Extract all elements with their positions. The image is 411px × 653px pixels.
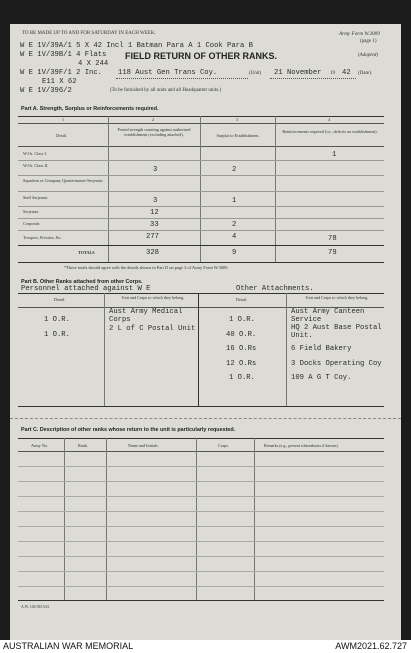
row-detail: W.Os. Class II. [23, 163, 49, 168]
part-c-bottom-rule [18, 600, 384, 601]
part-b-header-unit-left: Unit and Corps to which they belong. [121, 295, 185, 300]
part-c-divider-2 [106, 438, 107, 600]
archive-accession: AWM2021.62.727 [335, 641, 407, 651]
row-rule [18, 160, 384, 161]
col-number-2: 2 [152, 117, 155, 122]
right-row-detail: 16 O.Rs [226, 345, 257, 353]
archive-footer [0, 640, 411, 653]
row-rule [18, 206, 384, 207]
printer-mark: A.W. 104 5M 5/41 [21, 605, 50, 609]
archive-name: AUSTRALIAN WAR MEMORIAL [3, 641, 134, 651]
right-row-detail: 1 O.R. [229, 374, 255, 382]
part-a-footnote: *These totals should agree with the details shown in Part D on page 3 of Army Form W.3009. [64, 265, 229, 270]
adapted-note: (Adapted) [358, 53, 378, 58]
part-c-header-rank: Rank. [78, 443, 88, 448]
typed-line-6: W E 1V/396/2 [20, 87, 72, 95]
part-c-row-rule [18, 586, 384, 587]
typed-line-1: W E 1V/39A/1 5 X 42 Incl 1 Batman Para A 1 Cook Para B [20, 42, 253, 50]
header-instruction: TO BE MADE UP TO AND FOR SATURDAY IN EACH WEEK. [22, 31, 156, 36]
totals-rule [18, 245, 384, 246]
part-a-header-detail: Detail. [56, 133, 68, 138]
part-c-row-rule [18, 556, 384, 557]
page-number: (page 1) [360, 39, 377, 44]
part-b-header-detail-right: Detail. [236, 297, 248, 302]
return-year: 42 [342, 69, 351, 77]
part-b-divider-3 [286, 293, 287, 406]
right-row-unit: 6 Field Bakery [291, 345, 352, 353]
part-b-header-detail-left: Detail. [54, 297, 66, 302]
row-posted: 3 [153, 197, 158, 205]
part-b-divider-1 [104, 293, 105, 406]
row-rule [18, 191, 384, 192]
unit-label: (Unit) [249, 71, 262, 76]
part-c-header-rule [18, 451, 384, 452]
left-row-detail: 1 O.R. [44, 316, 70, 324]
right-row-detail: 1 O.R. [229, 316, 255, 324]
row-detail: Troopers, Privates, &c. [23, 235, 62, 240]
part-a-header-reinforcements: Reinforcements required (i.e., deficits on establishment). [282, 129, 378, 134]
return-date: 21 November [274, 69, 322, 77]
part-b-bottom-rule [18, 406, 384, 407]
row-posted: 3 [153, 166, 158, 174]
row-surplus: 4 [232, 233, 237, 241]
part-c-row-rule [18, 496, 384, 497]
left-row-unit: Aust Army Medical Corps [109, 308, 183, 324]
part-a-col-divider-2 [200, 116, 201, 263]
typed-line-5: E11 X 62 [42, 78, 77, 86]
part-c-top-rule [18, 438, 384, 439]
row-surplus: 1 [232, 197, 237, 205]
row-reinf: 1 [332, 151, 337, 159]
part-b-heading: Part B. Other Ranks attached from other Corps. [21, 279, 143, 285]
part-a-header-posted: Posted strength counting against authorized establishment (excluding attached). [117, 127, 191, 137]
part-a-heading: Part A. Strength, Surplus or Reinforcements required. [21, 106, 159, 112]
row-posted: 12 [150, 209, 159, 217]
right-row-unit: Aust Army Canteen Service [291, 308, 365, 324]
row-rule [18, 218, 384, 219]
perforation-line [10, 418, 401, 419]
right-row-detail: 12 O.Rs [226, 360, 257, 368]
row-detail: W.Os. Class I. [23, 151, 47, 156]
part-c-row-rule [18, 466, 384, 467]
col-number-1: 1 [62, 117, 65, 122]
part-b-left-title: Personnel attached against W E [21, 285, 151, 293]
part-a-header-rule [18, 146, 384, 147]
part-c-header-army-no: Army No. [31, 443, 48, 448]
part-a-header-surplus: Surplus to Establishment. [216, 133, 260, 138]
part-c-row-rule [18, 526, 384, 527]
part-a-col-divider-3 [275, 116, 276, 263]
right-row-detail: 40 O.R. [226, 331, 257, 339]
year-prefix: 19 [330, 71, 335, 76]
unit-name: 118 Aust Gen Trans Coy. [118, 69, 218, 77]
row-detail: Serjeants [23, 209, 39, 214]
right-row-unit: HQ 2 Aust Base Postal Unit. [291, 324, 382, 340]
part-c-row-rule [18, 541, 384, 542]
row-reinf: 78 [328, 235, 337, 243]
part-b-center-divider [198, 293, 199, 406]
part-c-header-remarks: Remarks (e.g., present whereabouts if known). [264, 443, 339, 448]
part-c-heading: Part C. Description of other ranks whose return to the unit is particularly requested. [21, 427, 236, 433]
date-label: (Date). [358, 71, 373, 76]
furnished-note: (To be furnished by all units and all Headquarter units.) [110, 88, 222, 93]
right-row-unit: 3 Docks Operating Coy [291, 360, 382, 368]
row-surplus: 2 [232, 166, 237, 174]
form-number: Army Form W.3009 [339, 31, 380, 37]
row-posted: 33 [150, 221, 159, 229]
left-row-unit: 2 L of C Postal Unit [109, 325, 196, 333]
part-a-bottom-rule [18, 262, 384, 263]
part-b-top-rule [18, 293, 384, 294]
part-c-divider-1 [64, 438, 65, 600]
row-detail: Squadron or Company Quartermaster-Serjeants [23, 178, 103, 183]
typed-line-3: 4 X 244 [78, 60, 109, 68]
typed-line-2: W E 1V/39B/1 4 Flats [20, 51, 107, 59]
row-rule [18, 230, 384, 231]
totals-reinf: 79 [328, 249, 337, 257]
part-b-header-unit-right: Unit and Corps to which they belong. [305, 295, 369, 300]
totals-label: TOTALS [78, 250, 95, 255]
col-number-3: 3 [236, 117, 239, 122]
unit-dotted-line [116, 78, 248, 79]
part-b-right-title: Other Attachments. [236, 285, 314, 293]
totals-surplus: 9 [232, 249, 237, 257]
left-row-detail: 1 O.R. [44, 331, 70, 339]
typed-line-4: W E 1V/39F/1 2 Inc. [20, 69, 102, 77]
part-c-row-rule [18, 511, 384, 512]
row-surplus: 2 [232, 221, 237, 229]
part-c-row-rule [18, 481, 384, 482]
row-detail: Corporals [23, 221, 40, 226]
form-title: FIELD RETURN OF OTHER RANKS. [125, 51, 277, 61]
part-c-divider-4 [254, 438, 255, 600]
row-rule [18, 175, 384, 176]
part-a-col-divider-1 [108, 116, 109, 263]
right-row-unit: 109 A G T Coy. [291, 374, 352, 382]
part-a-number-rule [18, 123, 384, 124]
row-detail: Staff Serjeants [23, 195, 48, 200]
col-number-4: 4 [328, 117, 331, 122]
date-dotted-line [270, 78, 356, 79]
part-c-header-name: Name and Initials. [128, 443, 159, 448]
part-c-header-corps: Corps. [218, 443, 230, 448]
row-posted: 277 [146, 233, 159, 241]
part-c-row-rule [18, 571, 384, 572]
part-c-divider-3 [196, 438, 197, 600]
totals-posted: 328 [146, 249, 159, 257]
